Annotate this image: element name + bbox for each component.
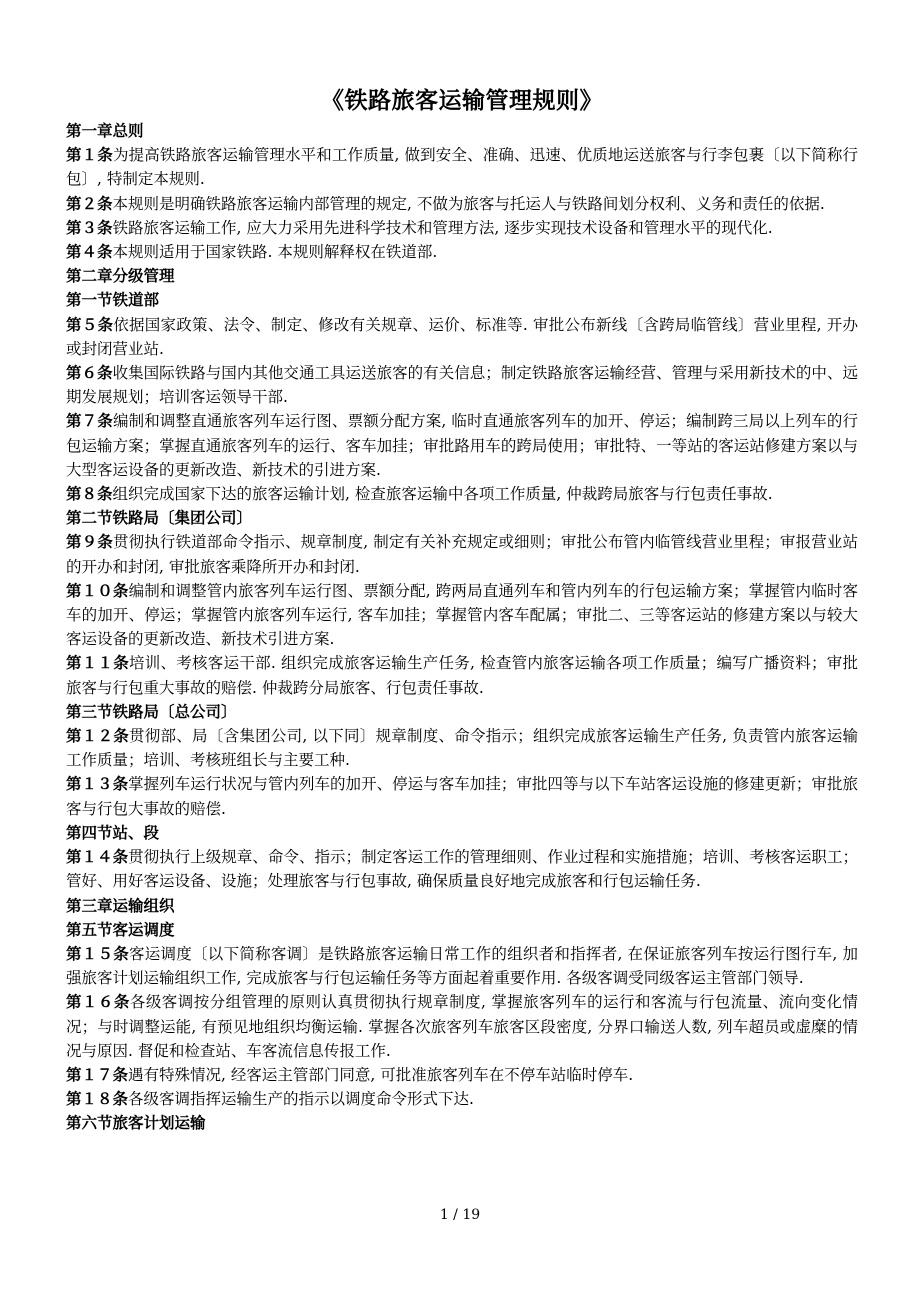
- heading: 第一节铁道部: [66, 290, 160, 310]
- article-number: 第５条: [66, 314, 114, 334]
- article-number: 第４条: [66, 242, 113, 262]
- article-text: 遇有特殊情况, 经客运主管部门同意, 可批准旅客列车在不停车站临时停车.: [128, 1065, 634, 1084]
- article-text: 本规则适用于国家铁路. 本规则解释权在铁道部.: [112, 243, 438, 262]
- article-text: 本规则是明确铁路旅客运输内部管理的规定, 不做为旅客与托运人与铁路间划分权利、义务和责任的依据.: [112, 194, 825, 213]
- article: [66, 942, 858, 990]
- heading: 第四节站、段: [66, 822, 160, 842]
- article-text: 各级客调按分组管理的原则认真贯彻执行规章制度, 掌握旅客列车的运行和客流与行包流量、流向变化情况；与时调整运能, 有预见地组织均衡运输. 掌握各次旅客列车旅客区段密度, 分界口输送人数, 列车超员或虚糜的情况与原因. 督促和检查站、车客流信息传报工作.: [66, 993, 858, 1060]
- page-number: 1 / 19: [439, 1207, 481, 1223]
- article-number: 第１５条: [66, 943, 130, 963]
- article: [66, 216, 858, 240]
- heading: 第三章运输组织: [66, 895, 175, 915]
- article-number: 第１７条: [66, 1064, 129, 1084]
- article-text: 贯彻执行上级规章、命令、指示；制定客运工作的管理细则、作业过程和实施措施；培训、考核客运职工；管好、用好客运设备、设施；处理旅客与行包事故, 确保质量良好地完成旅客和行包运输任务.: [66, 848, 858, 891]
- article: [66, 409, 858, 482]
- article-number: 第８条: [66, 484, 113, 504]
- article-number: 第２条: [66, 193, 113, 213]
- article-text: 客运调度〔以下简称客调〕是铁路旅客运输日常工作的组织者和指挥者, 在保证旅客列车按运行图行车, 加强旅客计划运输组织工作, 完成旅客与行包运输任务等方面起着重要作用. 各级客调受同级客运主管部门领导.: [66, 944, 858, 988]
- article: [66, 990, 858, 1063]
- article-number: 第６条: [66, 363, 113, 383]
- article: [66, 724, 858, 772]
- article-text: 铁路旅客运输工作, 应大力采用先进科学技术和管理方法, 逐步实现技术设备和管理水平的现代化.: [112, 218, 773, 237]
- heading: 第三节铁路局〔总公司〕: [66, 701, 237, 721]
- article-text: 培训、考核客运干部. 组织完成旅客运输生产任务, 检查管内旅客运输各项工作质量；编写广播资料；审批旅客与行包重大事故的赔偿. 仲裁跨分局旅客、行包责任事故.: [66, 654, 858, 697]
- article-text: 依据国家政策、法令、制定、修改有关规章、运价、标准等. 审批公布新线〔含跨局临管线〕营业里程, 开办或封闭营业站.: [66, 315, 858, 358]
- article-number: 第９条: [66, 532, 113, 552]
- article-text: 贯彻部、局〔含集团公司, 以下同〕规章制度、命令指示；组织完成旅客运输生产任务, 负责管内旅客运输工作质量；培训、考核班组长与主要工种.: [66, 727, 858, 770]
- article-text: 各级客调指挥运输生产的指示以调度命令形式下达.: [128, 1090, 474, 1109]
- article-text: 编制和调整管内旅客列车运行图、票额分配, 跨两局直通列车和管内列车的行包运输方案；掌握管内临时客车的加开、停运；掌握管内旅客列车运行, 客车加挂；掌握管内客车配属；审批二、三等客运站的修建方案以与较大客运设备的更新改造、新技术引进方案.: [66, 581, 858, 649]
- article-text: 编制和调整直通旅客列车运行图、票额分配方案, 临时直通旅客列车的加开、停运；编制跨三局以上列车的行包运输方案；掌握直通旅客列车的运行、客车加挂；审批路用车的跨局使用；审批特、一等站的客运站修建方案以与大型客运设备的更新改造、新技术的引进方案.: [66, 412, 858, 479]
- article: [66, 313, 858, 361]
- article-number: 第１０条: [66, 580, 129, 600]
- article: [66, 772, 858, 820]
- article: [66, 482, 858, 506]
- article-text: 为提高铁路旅客运输管理水平和工作质量, 做到安全、准确、迅速、优质地运送旅客与行李包裹〔以下简称行包〕, 特制定本规则.: [66, 146, 858, 189]
- article-number: 第１３条: [66, 774, 129, 794]
- article-text: 组织完成国家下达的旅客运输计划, 检查旅客运输中各项工作质量, 仲裁跨局旅客与行包责任事故.: [112, 485, 773, 504]
- article: [66, 1063, 858, 1087]
- article-number: 第１４条: [66, 847, 129, 867]
- heading: 第二章分级管理: [66, 266, 175, 286]
- article: [66, 240, 858, 264]
- heading: 第六节旅客计划运输: [66, 1113, 206, 1133]
- article: [66, 845, 858, 893]
- heading: 第二节铁路局〔集团公司〕: [66, 508, 253, 528]
- document-page: [66, 84, 858, 1136]
- article: [66, 651, 858, 699]
- article: [66, 361, 858, 409]
- article-number: 第７条: [66, 411, 113, 431]
- article: [66, 143, 858, 191]
- article-number: 第１２条: [66, 726, 130, 746]
- article-number: 第１条: [66, 145, 113, 165]
- article-number: 第１６条: [66, 992, 130, 1012]
- article: [66, 579, 858, 652]
- article-number: 第１８条: [66, 1089, 129, 1109]
- article: [66, 192, 858, 216]
- document-title: 《铁路旅客运输管理规则》: [321, 87, 603, 114]
- article-text: 贯彻执行铁道部命令指示、规章制度, 制定有关补充规定或细则；审批公布管内临管线营业里程；审报营业站的开办和封闭, 审批旅客乘降所开办和封闭.: [66, 533, 858, 576]
- heading: 第一章总则: [66, 121, 144, 140]
- article: [66, 1087, 858, 1111]
- article-text: 收集国际铁路与国内其他交通工具运送旅客的有关信息；制定铁路旅客运输经营、管理与采用新技术的中、远期发展规划；培训客运领导干部.: [66, 364, 858, 407]
- article-number: 第１１条: [66, 653, 130, 673]
- article-number: 第３条: [66, 217, 113, 237]
- article: [66, 530, 858, 578]
- heading: 第五节客运调度: [66, 919, 175, 939]
- article-text: 掌握列车运行状况与管内列车的加开、停运与客车加挂；审批四等与以下车站客运设施的修建更新；审批旅客与行包大事故的赔偿.: [66, 775, 858, 818]
